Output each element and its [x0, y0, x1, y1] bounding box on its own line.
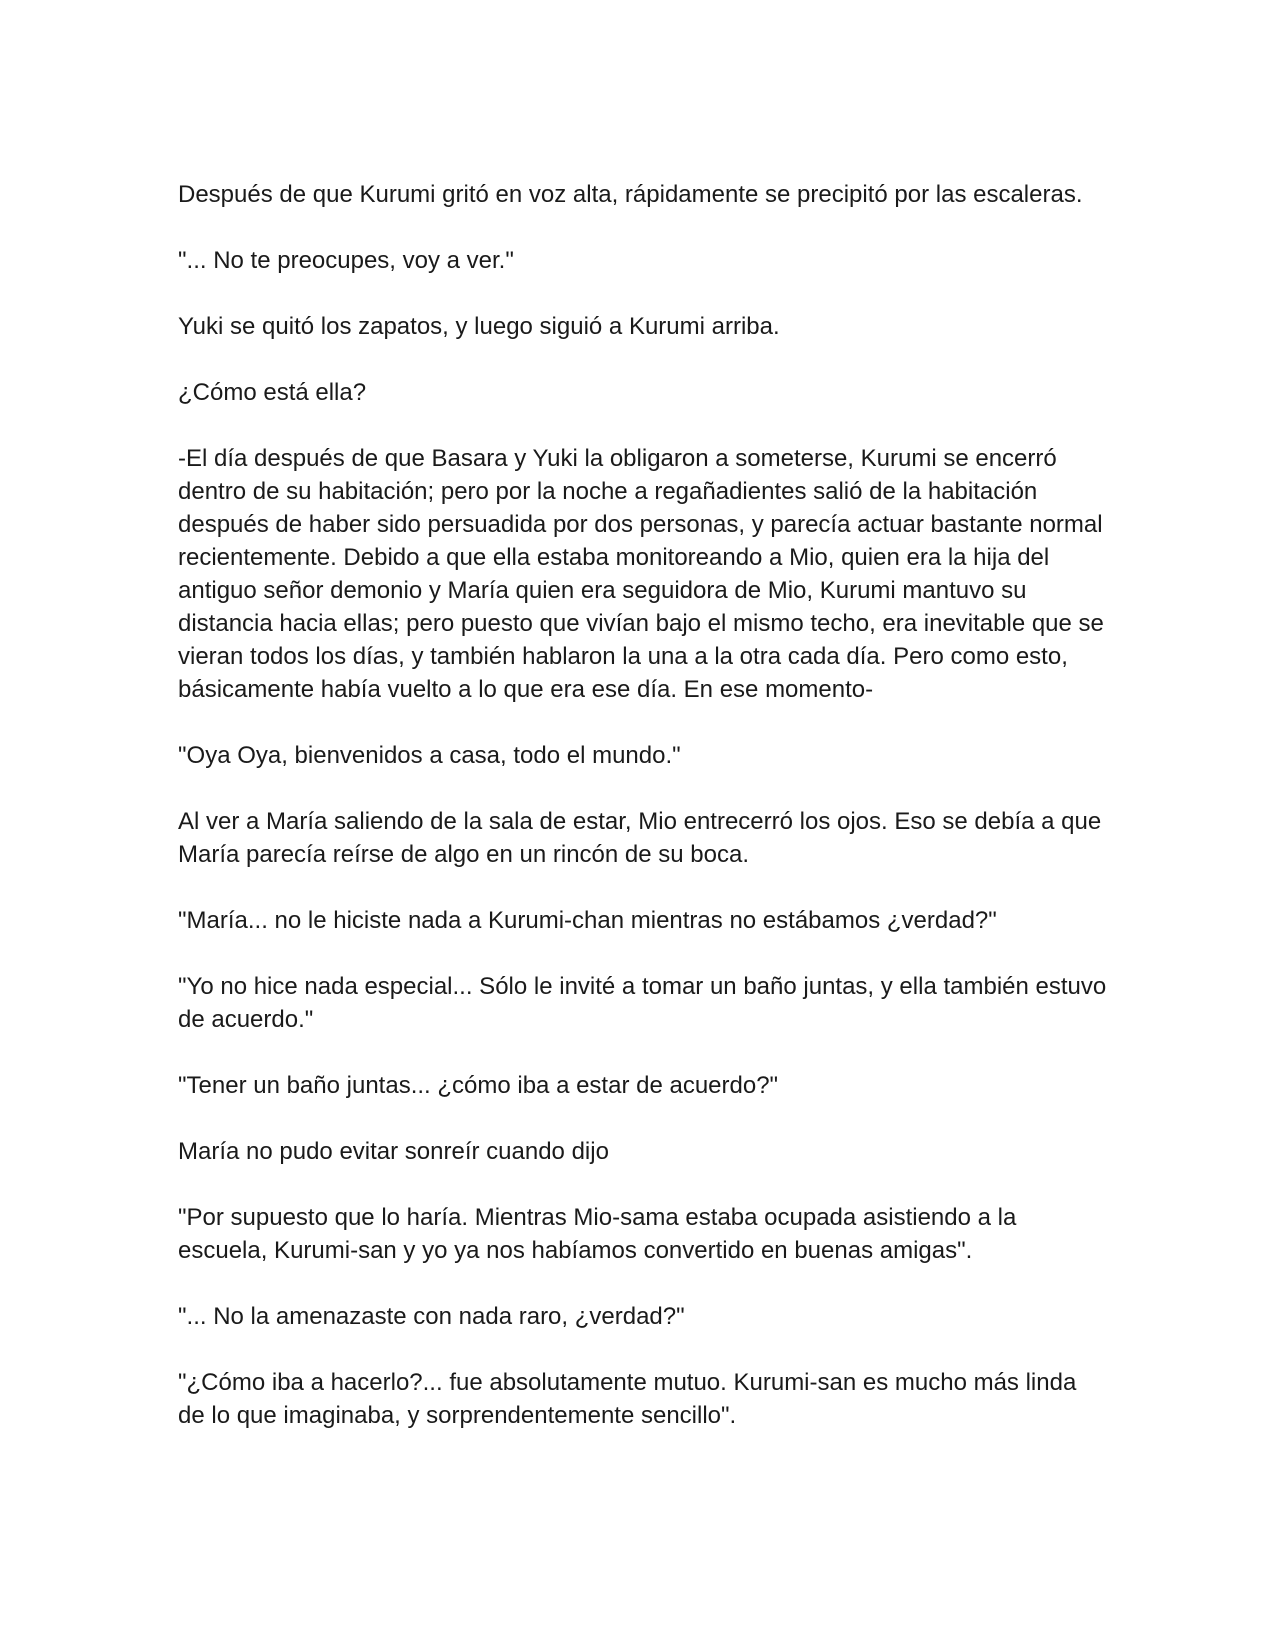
- paragraph: ¿Cómo está ella?: [178, 379, 367, 406]
- paragraph: "Por supuesto que lo haría. Mientras Mio-sama estaba ocupada asistiendo a la escuela, Kurumi-san y yo ya nos habíamos convertido en buenas amigas".: [178, 1204, 1017, 1264]
- paragraph: "... No te preocupes, voy a ver.": [178, 247, 514, 274]
- paragraph: "Oya Oya, bienvenidos a casa, todo el mundo.": [178, 742, 681, 769]
- paragraph: -El día después de que Basara y Yuki la obligaron a someterse, Kurumi se encerró dentro de su habitación; pero por la noche a regañadientes salió de la habitación después de haber sido persuadida por dos personas, y parecía actuar bastante normal recientemente. Debido a que ella estaba monitoreando a Mio, quien era la hija del antiguo señor demonio y María quien era seguidora de Mio, Kurumi mantuvo su distancia hacia ellas; pero puesto que vivían bajo el mismo techo, era inevitable que se vieran todos los días, y también hablaron la una a la otra cada día. Pero como esto, básicamente había vuelto a lo que era ese día. En ese momento-: [178, 445, 1104, 703]
- paragraph: "María... no le hiciste nada a Kurumi-chan mientras no estábamos ¿verdad?": [178, 907, 997, 934]
- paragraph: "... No la amenazaste con nada raro, ¿verdad?": [178, 1303, 685, 1330]
- paragraph: María no pudo evitar sonreír cuando dijo: [178, 1138, 609, 1165]
- paragraph: Al ver a María saliendo de la sala de estar, Mio entrecerró los ojos. Eso se debía a que María parecía reírse de algo en un rincón de su boca.: [178, 808, 1102, 868]
- paragraph: Después de que Kurumi gritó en voz alta, rápidamente se precipitó por las escaleras.: [178, 181, 1083, 208]
- paragraph: "Yo no hice nada especial... Sólo le invité a tomar un baño juntas, y ella también estuvo de acuerdo.": [178, 973, 1107, 1033]
- paragraph: "¿Cómo iba a hacerlo?... fue absolutamente mutuo. Kurumi-san es mucho más linda de lo que imaginaba, y sorprendentemente sencillo".: [178, 1369, 1077, 1429]
- document-page: [178, 178, 1108, 1432]
- paragraph: "Tener un baño juntas... ¿cómo iba a estar de acuerdo?": [178, 1072, 779, 1099]
- paragraph: Yuki se quitó los zapatos, y luego siguió a Kurumi arriba.: [178, 313, 780, 340]
